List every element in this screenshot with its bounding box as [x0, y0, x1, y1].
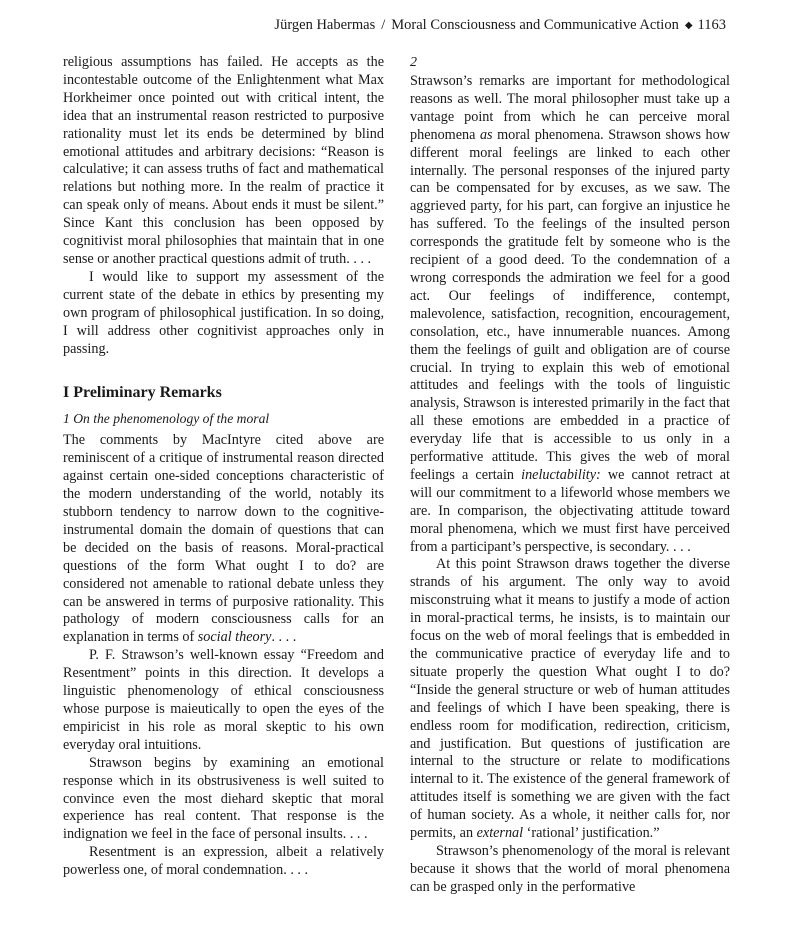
italic-phrase: external	[476, 825, 524, 842]
section-spacer	[63, 358, 384, 382]
paragraph	[410, 556, 730, 843]
paragraph	[410, 73, 730, 556]
section-heading: I Preliminary Remarks	[63, 384, 222, 402]
paragraph: Resentment is an expression, albeit a relatively powerless one, of moral condemnation. . . .	[63, 844, 384, 879]
paragraph: religious assumptions has failed. He accepts as the incontestable outcome of the Enlightenment what Max Horkheimer once pointed out with critical intent, the idea that an instrumental reason restricted to purposive rationality must let its ends be determined by blind emotional attitudes and arbitrary decisions: “Reason is calculative; it can assess truths of fact and mathematical relations but nothing more. In the realm of practice it can speak only of means. About ends it must be silent.” Since Kant this conclusion has been opposed by cognitivist moral philosophies that maintain that in one sense or another practical questions admit of truth. . . .	[63, 54, 384, 267]
paragraph-text: we cannot retract at will our commitment to a lifeworld whose members we are. In comparison, the objectivating attitude toward moral phenomena, which we must first have perceived from a participant’s perspective, is secondary. . . .	[410, 466, 730, 555]
paragraph: Strawson’s phenomenology of the moral is relevant because it shows that the world of moral phenomena can be grasped only in the performative	[410, 842, 730, 895]
page-number: 1163	[697, 17, 726, 33]
subsection-heading: 1 On the phenomenology of the moral	[63, 411, 270, 427]
paragraph-text: ‘rational’ justification.”	[523, 825, 660, 842]
paragraph: P. F. Strawson’s well-known essay “Freedom and Resentment” points in this direction. It develops a linguistic phenomenology of ethical consciousness whose purpose is maieutically to open the eyes of the empiricist in his role as moral skeptic to his own everyday oral intuitions.	[63, 647, 384, 753]
paragraph-text: Strawson’s remarks are important for methodological reasons as well. The moral philosopher must take up a vantage point from which he can perceive moral phenomena	[410, 73, 730, 143]
italic-phrase: as	[479, 126, 493, 143]
paragraph-text: moral phenomena. Strawson shows how different moral feelings are linked to each other internally. The personal responses of the injured party can be compensated for by excuses, as we saw. The aggrieved party, for his part, can forgive an injustice he has suffered. To the feelings of the insulted person corresponds the gratitude felt by someone who is the recipient of a good deed. To the condemnation of a wrong corresponds the admiration we feel for a good act. Our feelings of indifference, contempt, malevolence, satisfaction, recognition, encouragement, consolation, etc., have innumerable nuances. Among them the feelings of guilt and obligation are of course crucial. In trying to explain this web of emotional attitudes and feelings with the tools of linguistic analysis, Strawson is interested primarily in the fact that all these emotions are embedded in a practice of everyday life that is accessible to us only in a performative attitude. This gives the web of moral feelings a certain	[410, 126, 730, 483]
paragraph-text: The comments by MacIntyre cited above are reminiscent of a critique of instrumental reason directed against certain one-sided conceptions characteristic of the modern understanding of the world, notably its stubborn tendency to narrow down to the cognitive-instrumental domain the domain of questions that can be decided on the basis of reasons. Moral-practical questions of the form What ought I to do? are considered not amenable to rational debate unless they can be answered in terms of purposive rationality. This pathology of modern consciousness calls for an explanation in terms of	[63, 432, 384, 646]
paragraph-text: At this point Strawson draws together the diverse strands of his argument. The only way to avoid misconstruing what it means to justify a mode of action in moral-practical terms, he insists, is to maintain our focus on the web of moral feelings that is embedded in the communicative practice of everyday life and to situate properly the question What ought I to do? “Inside the general structure or web of human attitudes and feelings of which I have been speaking, there is endless room for modification, redirection, criticism, and justification. But questions of justification are internal to the structure or relate to modifications internal to it. The existence of the general framework of attitudes itself is something we are given with the fact of human society. As a whole, it neither calls for, nor permits, an	[410, 556, 730, 842]
diamond-icon: ◆	[684, 20, 693, 31]
header-separator: /	[381, 17, 386, 33]
section-number: 2	[410, 55, 417, 70]
italic-phrase: social theory	[197, 629, 272, 646]
ellipsis: . . . .	[271, 629, 297, 646]
italic-phrase: ineluctability:	[521, 466, 601, 483]
paragraph	[63, 432, 384, 647]
left-column	[63, 54, 384, 880]
header-author: Jürgen Habermas	[274, 17, 376, 33]
right-column	[410, 54, 730, 897]
paragraph: Strawson begins by examining an emotional response which in its obstrusiveness is well suited to convince even the most diehard skeptic that moral experience has real content. That response is the indignation we feel in the face of personal insults. . . .	[63, 754, 384, 843]
running-header	[274, 17, 726, 34]
header-book-title: Moral Consciousness and Communicative Action	[391, 17, 679, 33]
paragraph: I would like to support my assessment of the current state of the debate in ethics by presenting my own program of philosophical justification. In so doing, I will address other cognitivist approaches only in passing.	[63, 268, 384, 357]
